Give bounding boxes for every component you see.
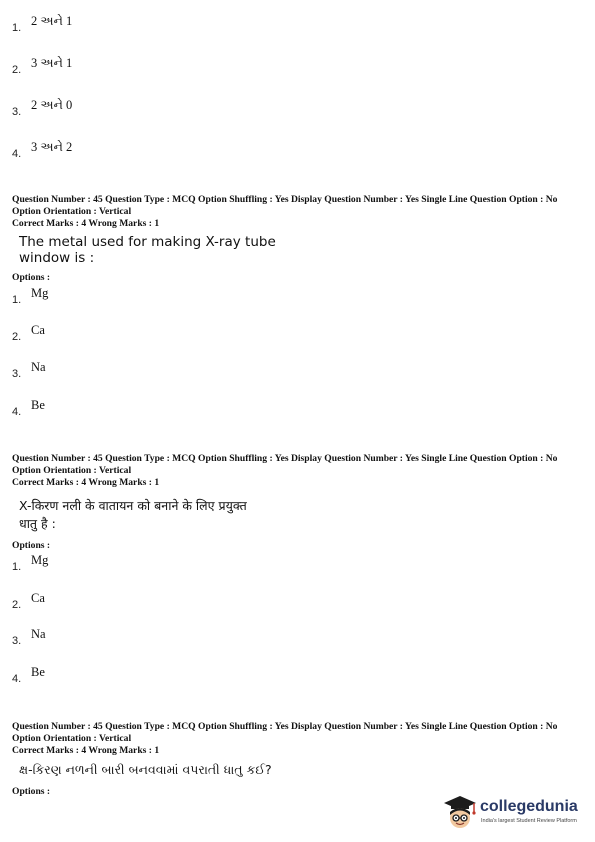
option-number: 1.	[12, 294, 22, 306]
question-line: X-किरण नली के वातायन को बनाने के लिए प्रयुक्त	[19, 498, 247, 513]
question-text	[19, 234, 276, 266]
logo-brand-text: collegedunia	[480, 798, 578, 815]
question-marks: Correct Marks : 4 Wrong Marks : 1	[12, 477, 160, 488]
option-text: 3 અને 2	[31, 140, 73, 154]
logo-tagline: India's largest Student Review Platform	[481, 818, 577, 824]
option-number: 2.	[12, 331, 22, 343]
options-label: Options :	[12, 540, 51, 551]
option-number: 3.	[12, 635, 22, 647]
question-text	[19, 497, 247, 533]
option-number: 3.	[12, 106, 22, 118]
option-text: Ca	[31, 591, 45, 605]
options-label: Options :	[12, 272, 51, 283]
question-meta: Question Number : 45 Question Type : MCQ Option Shuffling : Yes Display Question Number : Yes Single Line Question Option : No Option Orientation : Vertical	[12, 453, 558, 476]
option-number: 4.	[12, 406, 22, 418]
question-line: ક્ષ-કિરણ નળની બારી બનવવામાં વપરાતી ધાતુ કઈ?	[19, 762, 272, 777]
option-number: 1.	[12, 561, 22, 573]
question-meta: Question Number : 45 Question Type : MCQ Option Shuffling : Yes Display Question Number : Yes Single Line Question Option : No Option Orientation : Vertical	[12, 721, 558, 744]
option-text: Mg	[31, 286, 49, 300]
option-text: Ca	[31, 323, 45, 337]
question-line: धातु है :	[19, 516, 56, 531]
question-line: window is :	[19, 250, 95, 266]
options-label: Options :	[12, 786, 51, 797]
option-number: 3.	[12, 368, 22, 380]
option-text: 3 અને 1	[31, 56, 73, 70]
option-text: Mg	[31, 553, 49, 567]
option-text: Be	[31, 398, 45, 412]
option-number: 2.	[12, 64, 22, 76]
option-number: 4.	[12, 148, 22, 160]
graduate-mascot-icon	[442, 794, 478, 832]
collegedunia-logo	[442, 792, 592, 834]
question-meta: Question Number : 45 Question Type : MCQ Option Shuffling : Yes Display Question Number : Yes Single Line Question Option : No Option Orientation : Vertical	[12, 194, 558, 217]
question-line: The metal used for making X-ray tube	[19, 234, 276, 250]
question-text	[19, 762, 272, 778]
option-number: 1.	[12, 22, 22, 34]
option-text: Na	[31, 627, 46, 641]
option-text: 2 અને 0	[31, 98, 73, 112]
option-text: 2 અને 1	[31, 14, 73, 28]
option-number: 2.	[12, 599, 22, 611]
question-marks: Correct Marks : 4 Wrong Marks : 1	[12, 745, 160, 756]
option-number: 4.	[12, 673, 22, 685]
question-marks: Correct Marks : 4 Wrong Marks : 1	[12, 218, 160, 229]
option-text: Be	[31, 665, 45, 679]
option-text: Na	[31, 360, 46, 374]
